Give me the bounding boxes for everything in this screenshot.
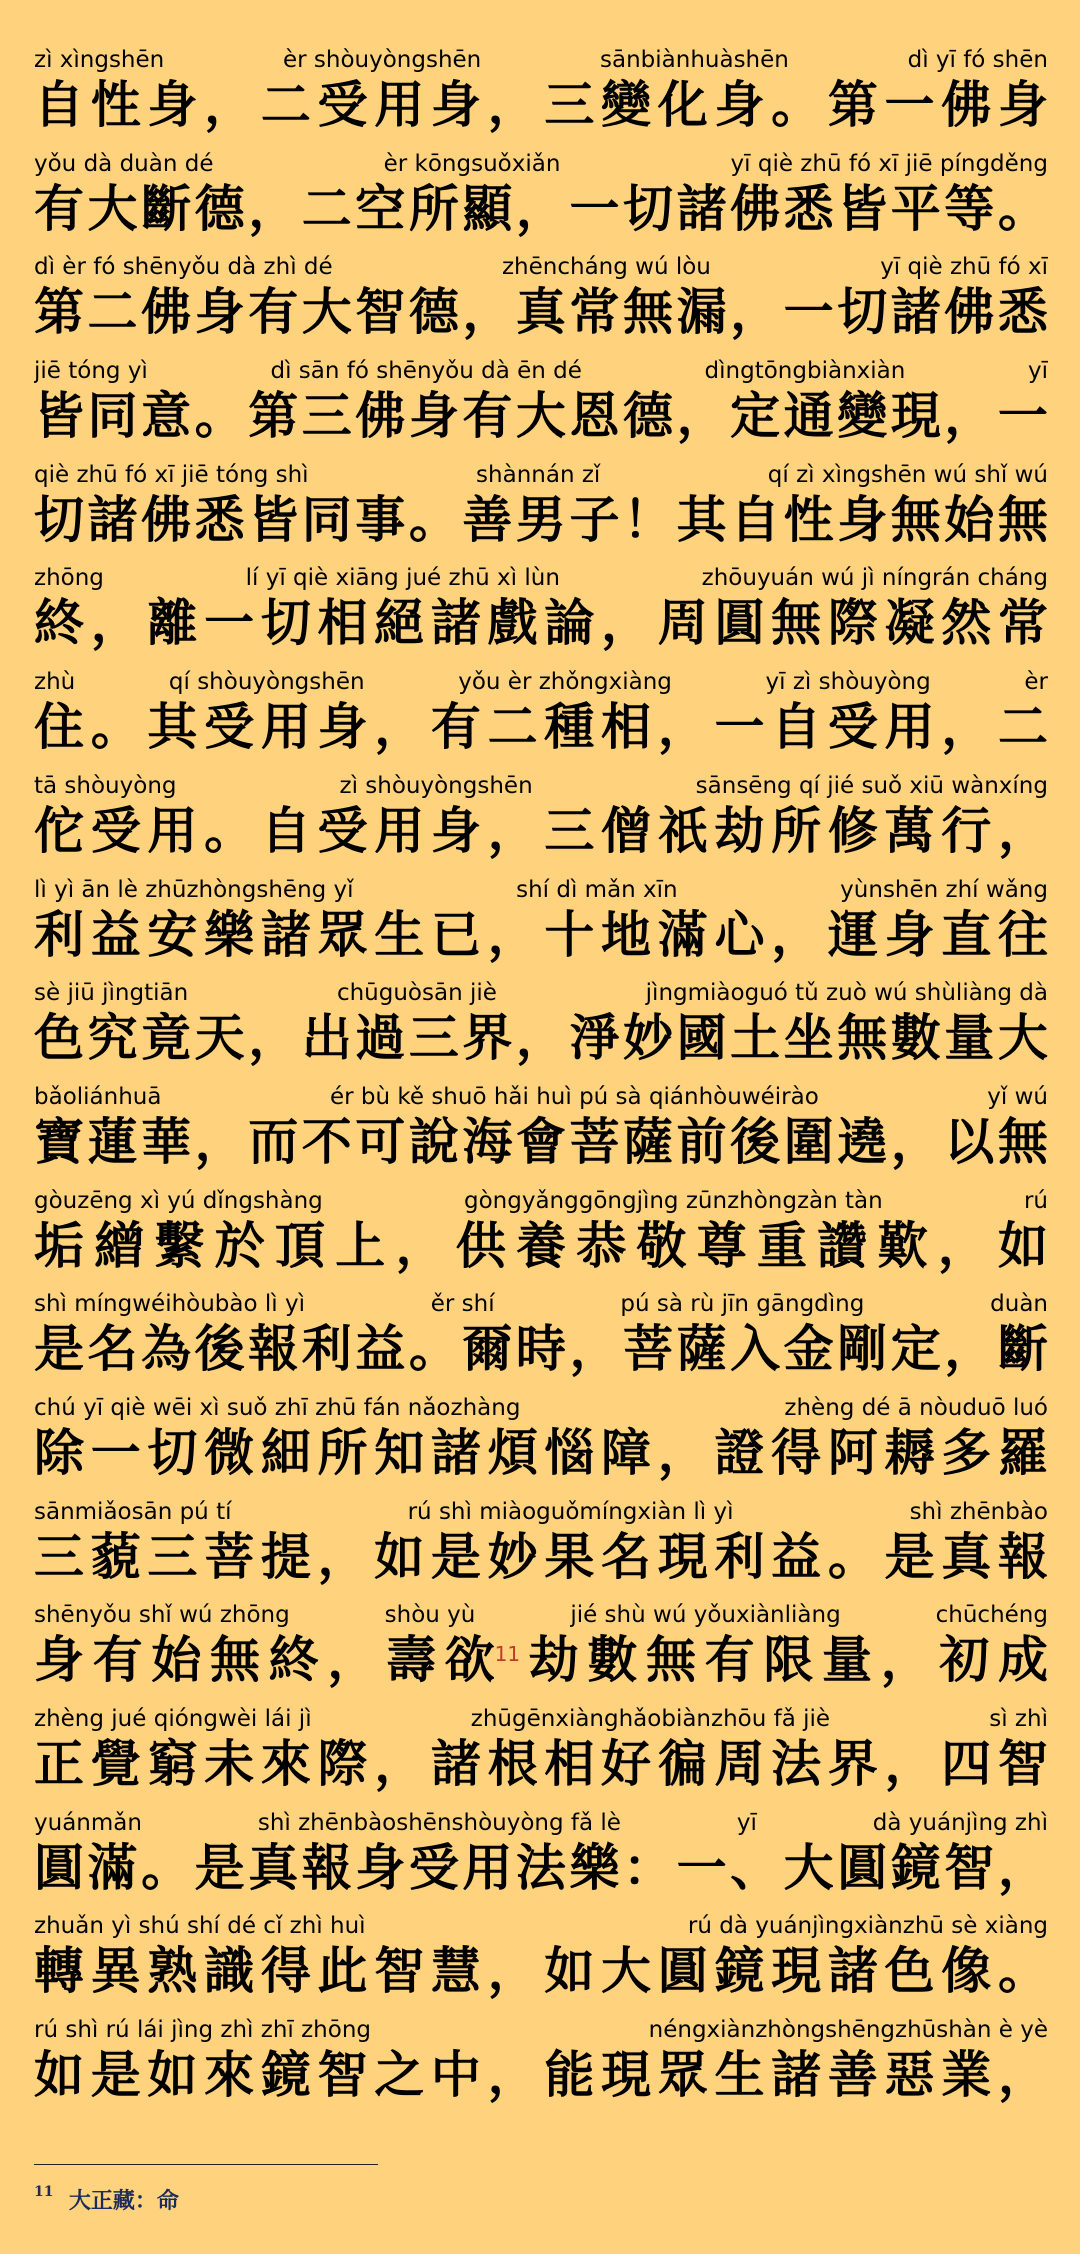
text-line [34,459,1048,563]
text-line [34,1288,1048,1392]
footnote-number: 11 [34,2183,54,2200]
hanzi-line: 皆 同 意 。 第 三 佛 身 有 大 恩 德 ， 定 通 變 現 ， 一 [34,387,1048,446]
hanzi-line: 三 藐 三 菩 提 ， 如 是 妙 果 名 現 利 益 。 是 真 報 [34,1527,1048,1586]
hanzi-line: 住 。 其 受 用 身 ， 有 二 種 相 ， 一 自 受 用 ， 二 [34,698,1048,757]
hanzi-line: 除 一 切 微 細 所 知 諸 煩 惱 障 ， 證 得 阿 耨 多 羅 [34,1423,1048,1482]
text-line [34,1599,1048,1703]
text-line [34,770,1048,874]
pinyin-line: gòuzēng xì yú dǐngshàng gòngyǎnggōngjìng zūnzhòngzàn tàn rú [34,1187,1048,1214]
pinyin-line: zì xìngshēn èr shòuyòngshēn sānbiànhuàshēn dì yī fó shēn [34,47,1048,73]
text-line [34,148,1048,252]
text-line [34,1081,1048,1185]
pinyin-line: dì èr fó shēnyǒu dà zhì dé zhēncháng wú lòu yī qiè zhū fó xī [34,254,1048,281]
pinyin-line: tā shòuyòng zì shòuyòngshēn sānsēng qí jié suǒ xiū wànxíng [34,772,1048,799]
hanzi-line: 色 究 竟 天 ， 出 過 三 界 ， 淨 妙 國 土 坐 無 數 量 大 [34,1009,1048,1068]
footnote-text: 大正藏：命 [68,2188,179,2214]
text-line [34,1496,1048,1600]
text-line [34,1703,1048,1807]
hanzi-line: 正 覺 窮 未 來 際 ， 諸 根 相 好 徧 周 法 界 ， 四 智 [34,1735,1048,1793]
hanzi-line: 佗 受 用 。 自 受 用 身 ， 三 僧 祇 劫 所 修 萬 行 ， [34,801,1048,860]
footnote-reference: 11 [494,1642,521,1667]
text-line [34,251,1048,355]
hanzi-line: 身 有 始 無 終 ， 壽 欲11 劫 數 無 有 限 量 ， 初 成 [34,1629,1048,1691]
hanzi-line: 寶 蓮 華 ， 而 不 可 說 海 會 菩 薩 前 後 圍 遶 ， 以 無 [34,1112,1048,1171]
footnote [34,2184,179,2215]
hanzi-line: 有 大 斷 德 ， 二 空 所 顯 ， 一 切 諸 佛 悉 皆 平 等 。 [34,179,1048,238]
text-line [34,666,1048,770]
text-line [34,562,1048,666]
hanzi-line: 如 是 如 來 鏡 智 之 中 ， 能 現 眾 生 諸 善 惡 業 ， [34,2046,1048,2105]
hanzi-line: 圓 滿 。 是 真 報 身 受 用 法 樂 ： 一 、 大 圓 鏡 智 ， [34,1838,1048,1897]
text-lines [34,44,1048,2118]
pinyin-line: zhù qí shòuyòngshēn yǒu èr zhǒngxiàng yī zì shòuyòng èr [34,669,1048,696]
footnote-divider [34,2164,378,2165]
hanzi-line: 切 諸 佛 悉 皆 同 事 。 善 男 子 ！ 其 自 性 身 無 始 無 [34,490,1048,549]
text-line [34,977,1048,1081]
pinyin-line: jiē tóng yì dì sān fó shēnyǒu dà ēn dé dìngtōngbiànxiàn yī [34,358,1048,385]
pinyin-line: sè jiū jìngtiān chūguòsān jiè jìngmiàoguó tǔ zuò wú shùliàng dà [34,980,1048,1007]
pinyin-line: zhèng jué qióngwèi lái jì zhūgēnxiànghǎobiànzhōu fǎ jiè sì zhì [34,1706,1048,1732]
pinyin-line: chú yī qiè wēi xì suǒ zhī zhū fán nǎozhàng zhèng dé ā nòuduō luó [34,1394,1048,1421]
text-line [34,1910,1048,2014]
hanzi-line: 終 ， 離 一 切 相 絕 諸 戲 論 ， 周 圓 無 際 凝 然 常 [34,594,1048,653]
hanzi-line: 轉 異 熟 識 得 此 智 慧 ， 如 大 圓 鏡 現 諸 色 像 。 [34,1942,1048,2001]
text-line [34,1185,1048,1289]
text-line [34,355,1048,459]
pinyin-line: shì míngwéihòubào lì yì ěr shí pú sà rù jīn gāngdìng duàn [34,1291,1048,1318]
pinyin-line: zhōng lí yī qiè xiāng jué zhū xì lùn zhōuyuán wú jì níngrán cháng [34,565,1048,592]
text-line [34,44,1048,148]
pinyin-line: yǒu dà duàn dé èr kōngsuǒxiǎn yī qiè zhū fó xī jiē píngděng [34,150,1048,177]
text-line [34,1392,1048,1496]
pinyin-line: bǎoliánhuā ér bù kě shuō hǎi huì pú sà qiánhòuwéirào yǐ wú [34,1083,1048,1110]
pinyin-line: rú shì rú lái jìng zhì zhī zhōng néngxiànzhòngshēngzhūshàn è yè [34,2017,1048,2044]
pinyin-line: sānmiǎosān pú tí rú shì miàoguǒmíngxiàn lì yì shì zhēnbào [34,1498,1048,1525]
hanzi-line: 利 益 安 樂 諸 眾 生 已 ， 十 地 滿 心 ， 運 身 直 往 [34,905,1048,964]
pinyin-line: qiè zhū fó xī jiē tóng shì shànnán zǐ qí zì xìngshēn wú shǐ wú [34,461,1048,488]
hanzi-line: 垢 繒 繫 於 頂 上 ， 供 養 恭 敬 尊 重 讚 歎 ， 如 [34,1216,1048,1275]
hanzi-line: 是 名 為 後 報 利 益 。 爾 時 ， 菩 薩 入 金 剛 定 ， 斷 [34,1320,1048,1379]
pinyin-line: shēnyǒu shǐ wú zhōng shòu yù jié shù wú yǒuxiànliàng chūchéng [34,1602,1048,1629]
hanzi-line: 第 二 佛 身 有 大 智 德 ， 真 常 無 漏 ， 一 切 諸 佛 悉 [34,283,1048,342]
pinyin-line: yuánmǎn shì zhēnbàoshēnshòuyòng fǎ lè yī dà yuánjìng zhì [34,1809,1048,1836]
text-line [34,2014,1048,2118]
pinyin-line: lì yì ān lè zhūzhòngshēng yǐ shí dì mǎn xīn yùnshēn zhí wǎng [34,876,1048,903]
text-line [34,1807,1048,1911]
pinyin-line: zhuǎn yì shú shí dé cǐ zhì huì rú dà yuánjìngxiànzhū sè xiàng [34,1913,1048,1940]
hanzi-line: 自 性 身 ， 二 受 用 身 ， 三 變 化 身 。 第 一 佛 身 [34,76,1048,134]
text-line [34,874,1048,978]
